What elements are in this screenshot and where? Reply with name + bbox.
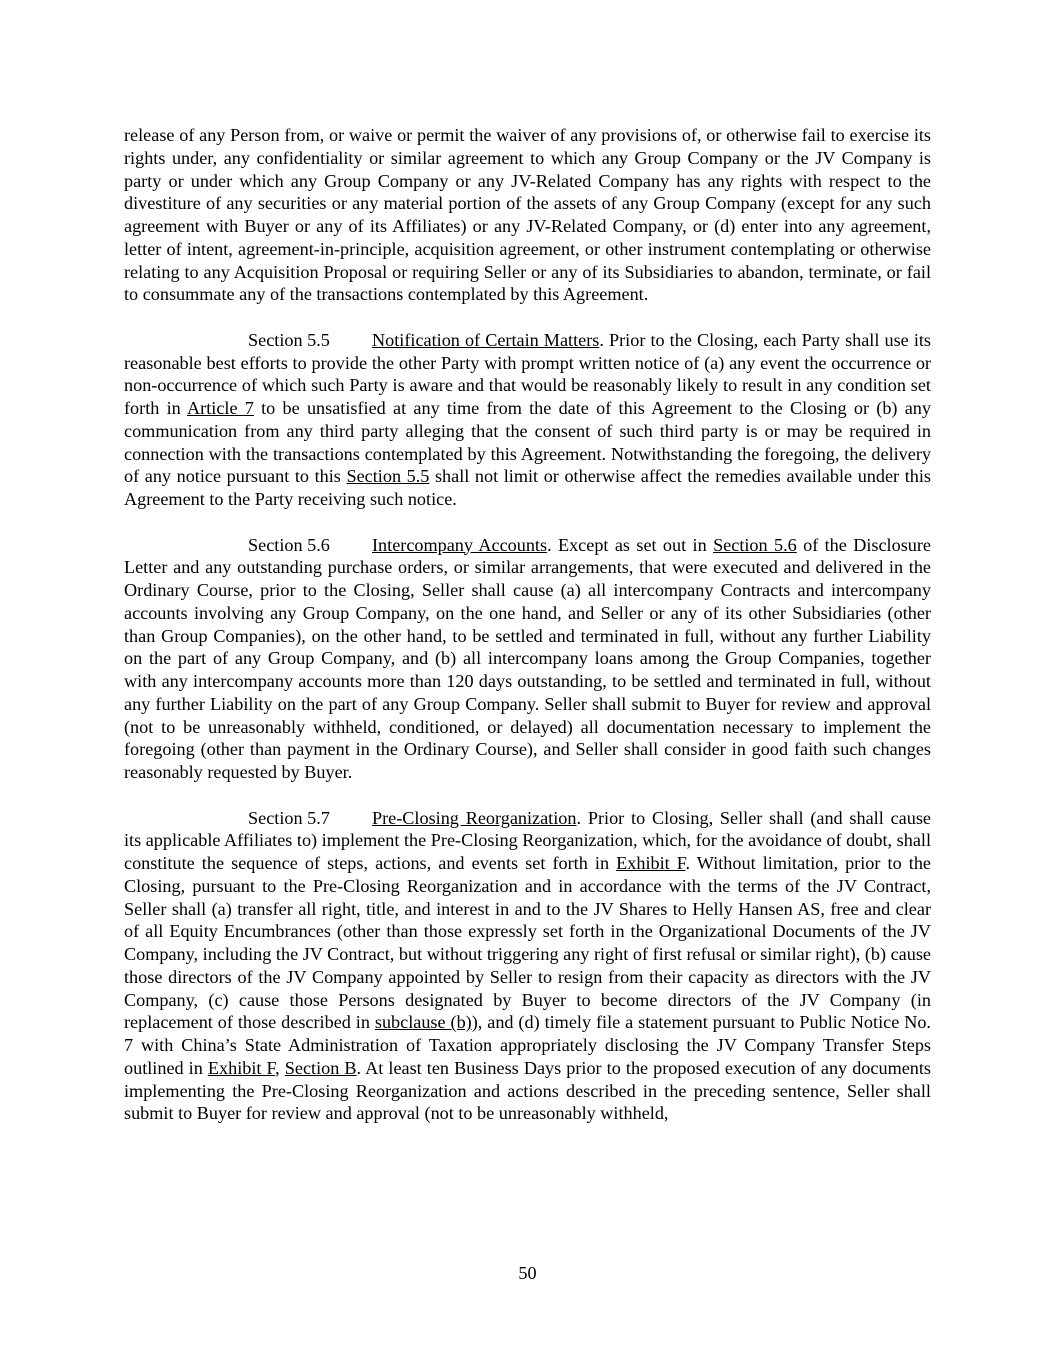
section-5-5-number: Section 5.5: [248, 329, 330, 350]
document-page: [124, 124, 931, 1148]
section-5-5-text-2: to be unsatisfied at any time from the date of this Agreement to the Closing or (b) any communication from any third party alleging that the consent of such third party is or may be required in connection with the transactions contemplated by this Agreement. Notwithstanding the foregoing, the delivery of any notice pursuant to this: [124, 398, 931, 487]
section-5-7-text-2: . Without limitation, prior to the Closing, pursuant to the Pre-Closing Reorganization and in accordance with the terms of the JV Contract, Seller shall (a) transfer all right, title, and interest in and to the JV Shares to Helly Hansen AS, free and clear of all Equity Encumbrances (other than those expressly set forth in the Organizational Documents of the JV Company, including the JV Contract, but without triggering any right of first refusal or similar right), (b) cause those directors of the JV Company appointed by Seller to resign from their capacity as directors with the JV Company, (c) cause those Persons designated by Buyer to become directors of the JV Company (in replacement of those described in: [124, 853, 931, 1033]
exhibit-f-reference-2: Exhibit F: [207, 1057, 276, 1078]
section-5-5-self-reference: Section 5.5: [346, 466, 430, 487]
section-b-reference: Section B: [284, 1057, 357, 1078]
section-5-6-title: Intercompany Accounts: [372, 534, 548, 555]
subclause-b-reference: subclause (b): [374, 1012, 472, 1033]
section-5-5-title: Notification of Certain Matters: [372, 329, 600, 350]
section-5-7-paragraph: [124, 807, 931, 1126]
section-5-7-number: Section 5.7: [248, 807, 330, 828]
section-5-5-paragraph: [124, 329, 931, 511]
article-7-reference: Article 7: [187, 398, 254, 418]
section-5-7-title: Pre-Closing Reorganization: [372, 807, 577, 828]
section-5-6-text-1: . Except as set out in: [547, 534, 714, 555]
section-5-5-text-3: shall not limit or otherwise affect the remedies available under this Agreement to the Party receiving such notice.: [124, 466, 931, 509]
section-5-5-text-1: . Prior to the Closing, each Party shall use its reasonable best efforts to provide the other Party with prompt written notice of (a) any event the occurrence or non-occurrence of which such Party is aware and that would be reasonably likely to result in any condition set forth in: [124, 329, 932, 418]
exhibit-f-reference: Exhibit F: [616, 853, 686, 873]
section-5-7-text-5: . At least ten Business Days prior to the proposed execution of any documents implementing the Pre-Closing Reorganization and actions described in the preceding sentence, Seller shall submit to Buyer for review and approval (not to be unreasonably withheld,: [124, 1057, 932, 1124]
intro-text: release of any Person from, or waive or permit the waiver of any provisions of, or otherwise fail to exercise its rights under, any confidentiality or similar agreement to which any Group Company or the JV Company is party or under which any Group Company or any JV-Related Company has any rights with respect to the divestiture of any securities or any material portion of the assets of any Group Company (except for any such agreement with Buyer or any of its Affiliates) or any JV-Related Company, or (d) enter into any agreement, letter of intent, agreement-in-principle, acquisition agreement, or other instrument contemplating or otherwise relating to any Acquisition Proposal or requiring Seller or any of its Subsidiaries to abandon, terminate, or fail to consummate any of the transactions contemplated by this Agreement.: [124, 125, 931, 305]
intro-paragraph: [124, 124, 931, 306]
section-5-7-text-1: . Prior to Closing, Seller shall (and shall cause its applicable Affiliates to) implement the Pre-Closing Reorganization, which, for the avoidance of doubt, shall constitute the sequence of steps, actions, and events set forth in: [124, 807, 931, 873]
section-5-6-text-2: of the Disclosure Letter and any outstanding purchase orders, or similar arrangements, that were executed and delivered in the Ordinary Course, prior to the Closing, Seller shall cause (a) all intercompany Contracts and intercompany accounts involving any Group Company, on the one hand, and Seller or any of its other Subsidiaries (other than Group Companies), on the other hand, to be settled and terminated in full, without any further Liability on the part of any Group Company, and (b) all intercompany loans among the Group Companies, together with any intercompany accounts more than 120 days outstanding, to be settled and terminated in full, without any further Liability on the part of any Group Company. Seller shall submit to Buyer for review and approval (not to be unreasonably withheld, conditioned, or delayed) all documentation necessary to implement the foregoing (other than payment in the Ordinary Course), and Seller shall consider in good faith such changes reasonably requested by Buyer.: [124, 534, 931, 782]
section-5-7-text-3: ), and (d) timely file a statement pursuant to Public Notice No. 7 with China’s State Administration of Taxation appropriately disclosing the JV Company Transfer Steps outlined in: [124, 1012, 931, 1078]
section-5-7-text-4: ,: [275, 1057, 285, 1078]
disclosure-section-5-6-reference: Section 5.6: [713, 534, 797, 555]
page-number: 50: [518, 1263, 537, 1283]
section-5-6-number: Section 5.6: [248, 534, 330, 555]
section-5-6-paragraph: [124, 534, 931, 784]
